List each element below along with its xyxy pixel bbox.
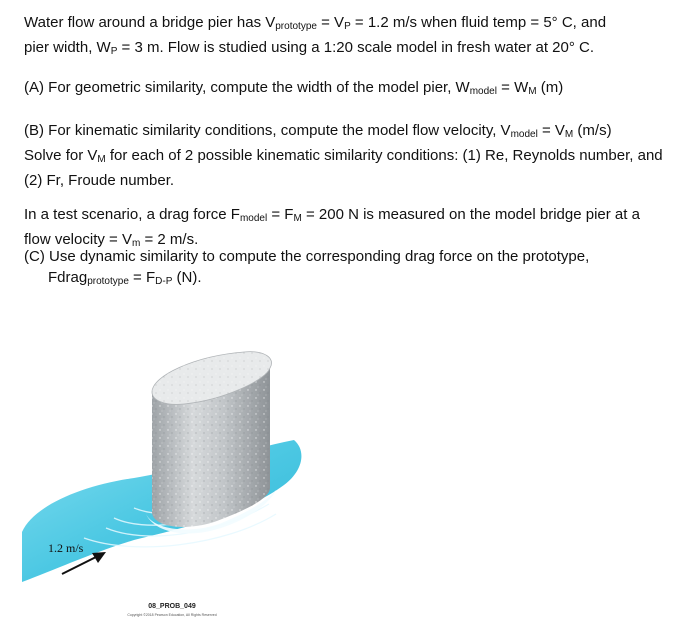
part-c-text: (C) Use dynamic similarity to compute the corresponding drag force on the prototype, (24, 248, 590, 265)
intro-paragraph (24, 12, 606, 62)
subscript: M (97, 154, 106, 165)
part-b-text: (B) For kinematic similarity conditions, compute the model flow velocity, V (24, 122, 511, 139)
subscript: M (293, 213, 302, 224)
subscript: P (344, 21, 351, 32)
part-a-text: = W (496, 79, 529, 96)
subscript: model (239, 213, 268, 224)
scenario-text: flow velocity = V (24, 231, 132, 248)
part-a-text: (A) For geometric similarity, compute the width of the model pier, W (24, 79, 470, 96)
intro-text: = 3 m. Flow is studied using a 1:20 scale model in fresh water at 20° C. (117, 39, 595, 56)
scenario-text: = 2 m/s. (140, 231, 199, 248)
part-b-text: (m/s) (573, 122, 612, 139)
subscript: m (131, 238, 141, 249)
subscript: P (110, 46, 118, 57)
velocity-label: 1.2 m/s (48, 541, 84, 555)
intro-text: = 1.2 m/s when fluid temp = 5° C, and (350, 14, 607, 31)
scenario-text: = 200 N is measured on the model bridge pier at a (301, 206, 640, 223)
intro-text: Water flow around a bridge pier has V (24, 14, 276, 31)
scenario-text: In a test scenario, a drag force F (24, 206, 240, 223)
part-a (24, 77, 563, 102)
copyright-text: Copyright ©2018 Pearson Education, All Rights Reserved (127, 613, 217, 617)
subscript: prototype (275, 21, 317, 32)
subscript: model (469, 86, 497, 97)
figure-id: 08_PROB_049 (148, 603, 196, 610)
scenario-text: = F (267, 206, 294, 223)
intro-text: pier width, W (24, 39, 111, 56)
part-b-text: for each of 2 possible kinematic similarity conditions: (1) Re, Reynolds number, and (105, 147, 663, 164)
bridge-pier-figure (14, 300, 314, 618)
part-c (24, 246, 589, 292)
part-a-text: (m) (536, 79, 564, 96)
part-b-text: = V (537, 122, 565, 139)
subscript: M (564, 129, 574, 140)
part-b-text: Solve for V (24, 147, 98, 164)
intro-text: = V (316, 14, 345, 31)
part-b (24, 120, 663, 191)
subscript: model (510, 129, 538, 140)
subscript: M (528, 86, 537, 97)
subscript: D-P (155, 276, 173, 287)
part-c-text: = F (128, 269, 156, 286)
part-c-text: Fdrag (48, 269, 88, 286)
part-b-text: (2) Fr, Froude number. (24, 172, 175, 189)
subscript: prototype (87, 276, 129, 287)
part-c-text: (N). (172, 269, 202, 286)
